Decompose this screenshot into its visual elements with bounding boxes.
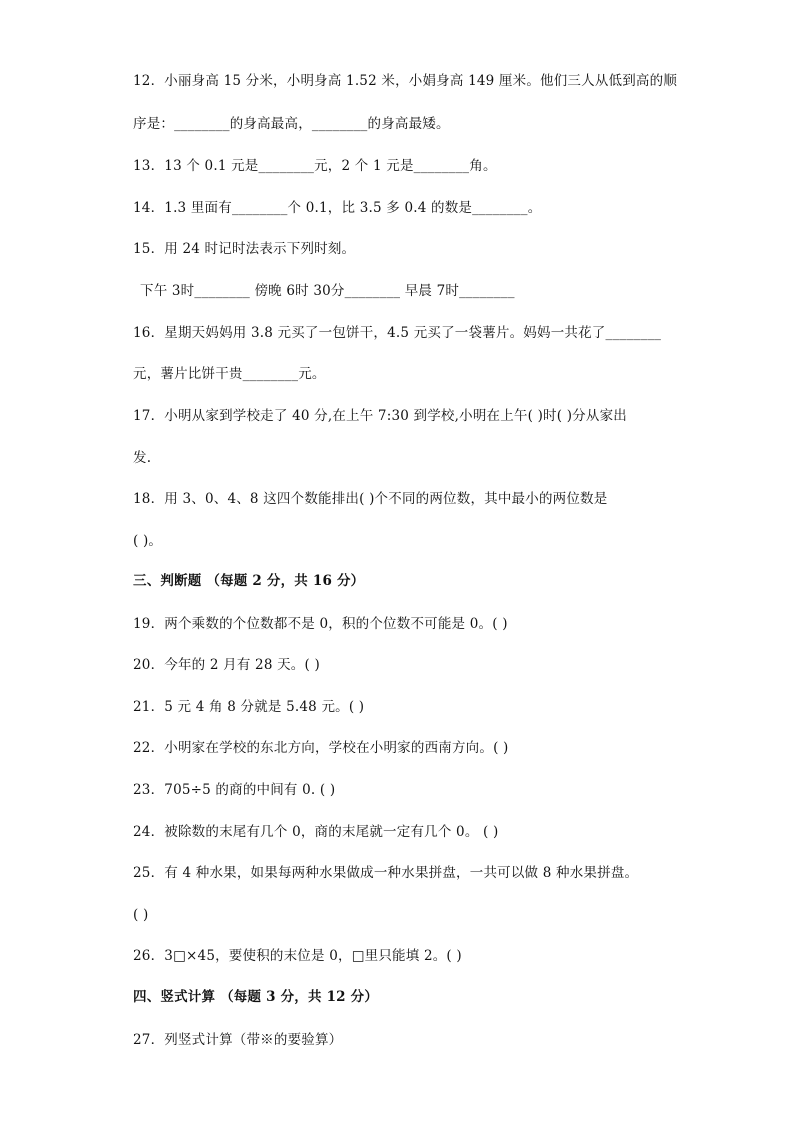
q12-line1: 12．小丽身高 15 分米，小明身高 1.52 米，小娟身高 149 厘米。他们三人从低到高的顺: [133, 73, 678, 89]
q20: 20．今年的 2 月有 28 天。( ): [133, 657, 320, 673]
q25-line1: 25．有 4 种水果，如果每两种水果做成一种水果拼盘，一共可以做 8 种水果拼盘。: [133, 865, 639, 881]
q22: 22．小明家在学校的东北方向，学校在小明家的西南方向。( ): [133, 740, 509, 756]
q15-items: 下午 3时________ 傍晚 6时 30分________ 早晨 7时________: [140, 283, 515, 299]
q18-line1: 18．用 3、0、4、8 这四个数能排出( )个不同的两位数，其中最小的两位数是: [133, 491, 608, 507]
q17-line2: 发.: [133, 450, 152, 466]
q16-line1: 16．星期天妈妈用 3.8 元买了一包饼干，4.5 元买了一袋薯片。妈妈一共花了________: [133, 325, 662, 341]
q16-line2: 元，薯片比饼干贵________元。: [133, 366, 326, 382]
q27: 27．列竖式计算（带※的要验算）: [133, 1032, 343, 1048]
q19: 19．两个乘数的个位数都不是 0，积的个位数不可能是 0。( ): [133, 616, 508, 632]
section-3-heading: 三、判断题 （每题 2 分，共 16 分）: [133, 573, 365, 589]
q26: 26．3□×45，要使积的末位是 0，□里只能填 2。( ): [133, 948, 462, 964]
q24: 24．被除数的末尾有几个 0，商的末尾就一定有几个 0。 ( ): [133, 824, 499, 840]
q14: 14．1.3 里面有________个 0.1，比 3.5 多 0.4 的数是________。: [133, 200, 542, 216]
q12-line2: 序是：________的身高最高，________的身高最矮。: [133, 116, 450, 132]
q18-line2: ( )。: [133, 533, 163, 549]
q23: 23．705÷5 的商的中间有 0. ( ): [133, 782, 336, 798]
q13: 13．13 个 0.1 元是________元，2 个 1 元是________角。: [133, 158, 497, 174]
q15: 15．用 24 时记时法表示下列时刻。: [133, 241, 356, 257]
q21: 21．5 元 4 角 8 分就是 5.48 元。( ): [133, 699, 365, 715]
q25-line2: ( ): [133, 907, 149, 923]
section-4-heading: 四、竖式计算 （每题 3 分，共 12 分）: [133, 989, 379, 1005]
q17-line1: 17．小明从家到学校走了 40 分,在上午 7:30 到学校,小明在上午( )时( )分从家出: [133, 408, 627, 424]
